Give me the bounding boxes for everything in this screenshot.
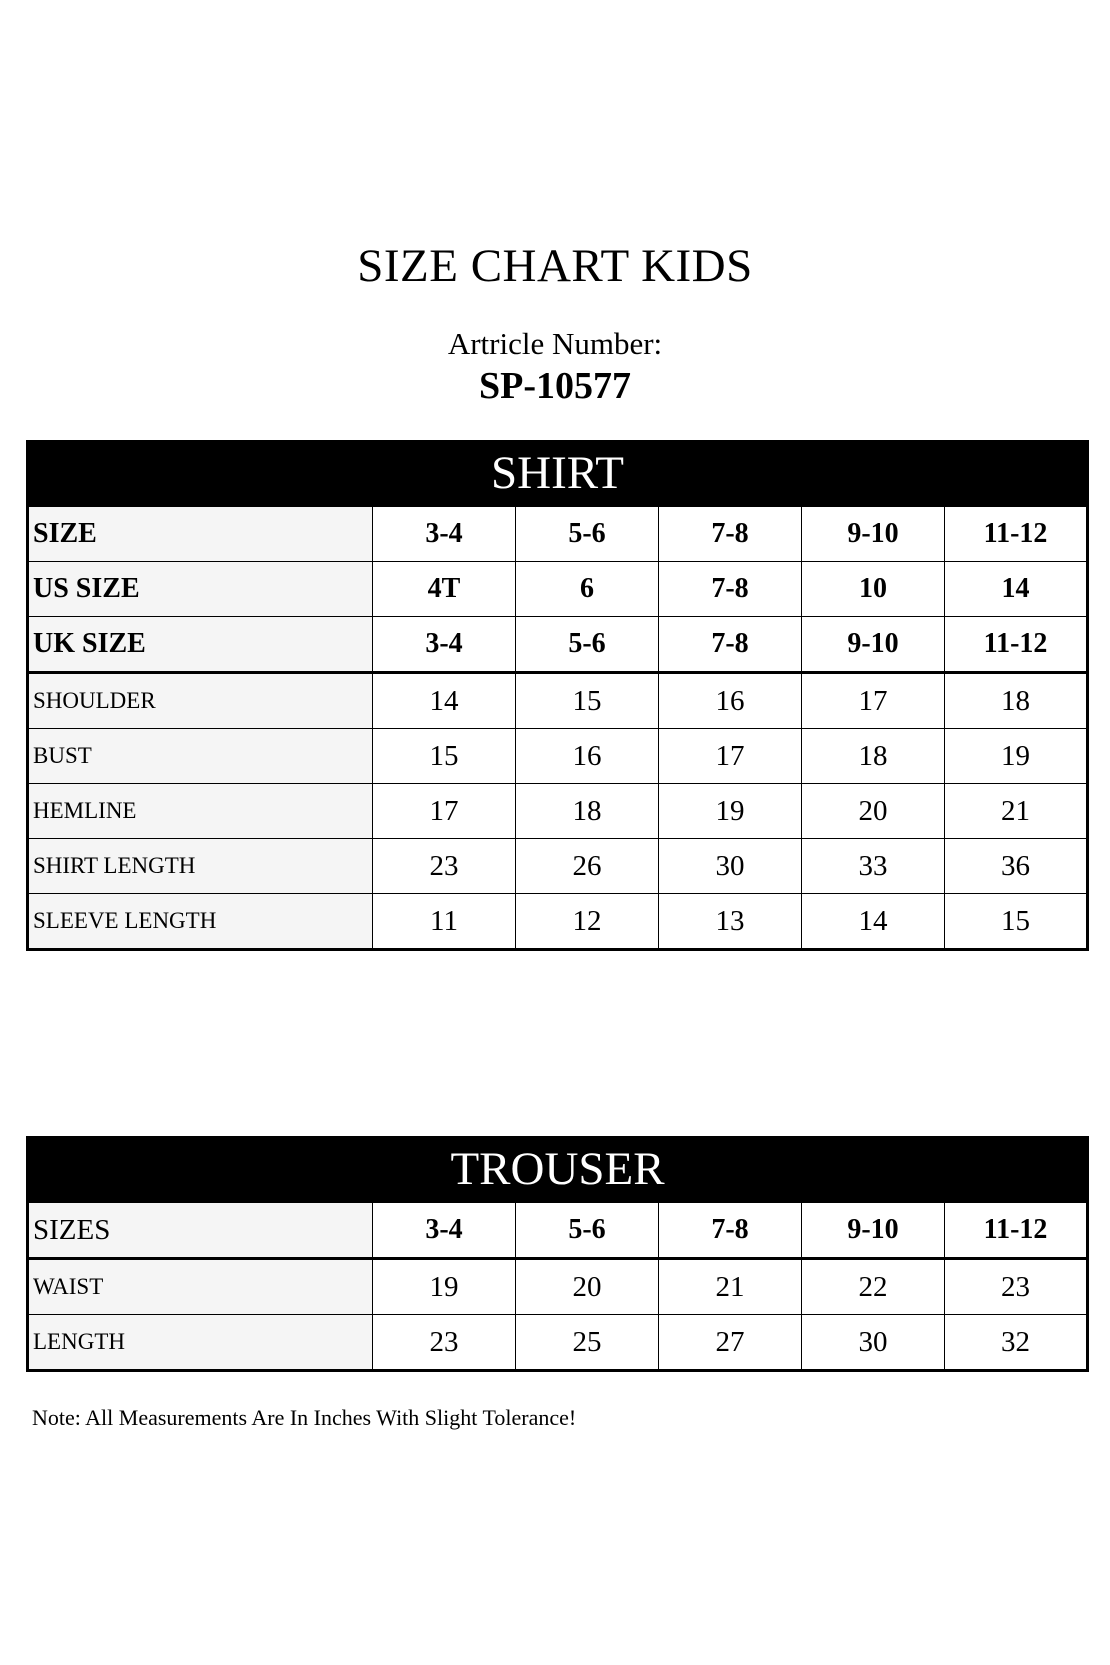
table-cell: 3-4 [373, 506, 516, 562]
table-cell: 32 [945, 1315, 1088, 1371]
table-cell: 15 [373, 729, 516, 784]
table-cell: 21 [945, 784, 1088, 839]
table-cell: 10 [802, 562, 945, 617]
table-cell: 4T [373, 562, 516, 617]
row-label: SHOULDER [28, 673, 373, 729]
table-cell: 14 [373, 673, 516, 729]
table-cell: 5-6 [516, 506, 659, 562]
table-cell: 9-10 [802, 506, 945, 562]
table-cell: 16 [516, 729, 659, 784]
table-cell: 20 [802, 784, 945, 839]
table-row [28, 673, 1088, 729]
table-cell: 9-10 [802, 1202, 945, 1259]
table-cell: 23 [373, 839, 516, 894]
table-cell: 19 [659, 784, 802, 839]
table-cell: 22 [802, 1259, 945, 1315]
table-row [28, 894, 1088, 950]
table-cell: 20 [516, 1259, 659, 1315]
table-cell: 11 [373, 894, 516, 950]
table-cell: 13 [659, 894, 802, 950]
table-cell: 19 [373, 1259, 516, 1315]
table-cell: 36 [945, 839, 1088, 894]
table-cell: 11-12 [945, 617, 1088, 673]
row-label: SHIRT LENGTH [28, 839, 373, 894]
table-cell: 33 [802, 839, 945, 894]
table-cell: 23 [373, 1315, 516, 1371]
table-cell: 17 [659, 729, 802, 784]
table-cell: 7-8 [659, 617, 802, 673]
article-number: SP-10577 [479, 365, 631, 407]
table-row [28, 506, 1088, 562]
table-row [28, 1202, 1088, 1259]
table-cell: 7-8 [659, 562, 802, 617]
table-cell: 23 [945, 1259, 1088, 1315]
row-label: SIZE [28, 506, 373, 562]
table-cell: 18 [516, 784, 659, 839]
page-title: SIZE CHART KIDS [357, 240, 753, 292]
row-label: LENGTH [28, 1315, 373, 1371]
table-cell: 27 [659, 1315, 802, 1371]
row-label: UK SIZE [28, 617, 373, 673]
table-cell: 7-8 [659, 1202, 802, 1259]
measurement-note: Note: All Measurements Are In Inches With Slight Tolerance! [32, 1405, 577, 1430]
table-row [28, 839, 1088, 894]
table-cell: 3-4 [373, 1202, 516, 1259]
trouser-heading: TROUSER [28, 1138, 1088, 1202]
table-cell: 25 [516, 1315, 659, 1371]
table-cell: 15 [516, 673, 659, 729]
table-cell: 5-6 [516, 1202, 659, 1259]
table-cell: 5-6 [516, 617, 659, 673]
table-cell: 26 [516, 839, 659, 894]
shirt-size-table [26, 440, 1089, 951]
table-cell: 30 [659, 839, 802, 894]
row-label: US SIZE [28, 562, 373, 617]
row-label: WAIST [28, 1259, 373, 1315]
table-cell: 3-4 [373, 617, 516, 673]
table-cell: 14 [945, 562, 1088, 617]
table-row [28, 1259, 1088, 1315]
table-row [28, 729, 1088, 784]
trouser-size-table [26, 1136, 1089, 1372]
table-cell: 17 [373, 784, 516, 839]
row-label: SLEEVE LENGTH [28, 894, 373, 950]
table-row [28, 562, 1088, 617]
table-row [28, 617, 1088, 673]
table-cell: 30 [802, 1315, 945, 1371]
table-cell: 17 [802, 673, 945, 729]
table-row [28, 784, 1088, 839]
shirt-heading: SHIRT [28, 442, 1088, 506]
article-number-label: Artricle Number: [447, 326, 663, 361]
table-cell: 12 [516, 894, 659, 950]
table-cell: 6 [516, 562, 659, 617]
table-cell: 7-8 [659, 506, 802, 562]
table-row [28, 1315, 1088, 1371]
table-cell: 9-10 [802, 617, 945, 673]
row-label: SIZES [28, 1202, 373, 1259]
table-cell: 21 [659, 1259, 802, 1315]
table-cell: 18 [945, 673, 1088, 729]
table-cell: 16 [659, 673, 802, 729]
table-cell: 15 [945, 894, 1088, 950]
row-label: HEMLINE [28, 784, 373, 839]
table-cell: 11-12 [945, 1202, 1088, 1259]
table-cell: 14 [802, 894, 945, 950]
row-label: BUST [28, 729, 373, 784]
table-cell: 18 [802, 729, 945, 784]
table-cell: 11-12 [945, 506, 1088, 562]
table-cell: 19 [945, 729, 1088, 784]
